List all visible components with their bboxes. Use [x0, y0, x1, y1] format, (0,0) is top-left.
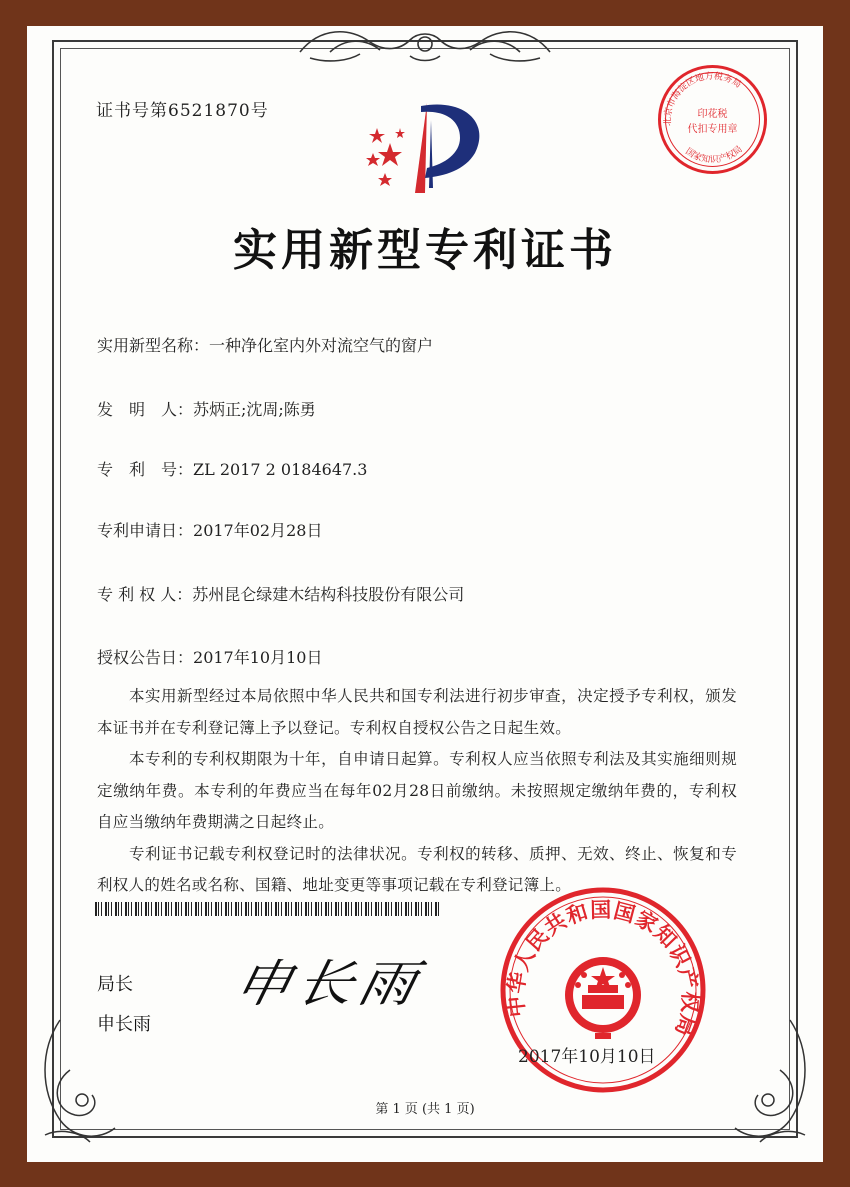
- barcode-bar: [411, 902, 412, 916]
- barcode-bar: [191, 902, 192, 916]
- field-application-date: [97, 518, 322, 541]
- director-name: 申长雨: [97, 1014, 151, 1035]
- barcode-bar: [308, 902, 309, 916]
- director-signature: [228, 945, 435, 1025]
- barcode-bar: [188, 902, 189, 916]
- certificate-title: 实用新型专利证书: [233, 225, 617, 276]
- barcode-bar: [358, 902, 359, 916]
- barcode-bar: [305, 902, 307, 916]
- barcode-bar: [198, 902, 199, 916]
- barcode-bar: [355, 902, 357, 916]
- barcode-bar: [161, 902, 162, 916]
- field-value: 苏州昆仑绿建木结构科技股份有限公司: [192, 585, 465, 604]
- barcode-bar: [415, 902, 417, 916]
- barcode-bar: [238, 902, 239, 916]
- barcode-bar: [255, 902, 257, 916]
- field-label: 授权公告日：: [97, 648, 194, 667]
- seal-date: 2017年10月10日: [518, 1047, 656, 1067]
- barcode-bar: [108, 902, 109, 916]
- barcode-bar: [221, 902, 222, 916]
- barcode-bar: [278, 902, 279, 916]
- barcode-bar: [338, 902, 339, 916]
- barcode-bar: [98, 902, 99, 916]
- barcode-bar: [251, 902, 252, 916]
- barcode-bar: [345, 902, 347, 916]
- barcode-bar: [328, 902, 329, 916]
- barcode-bar: [101, 902, 102, 916]
- barcode-bar: [291, 902, 292, 916]
- barcode-bar: [205, 902, 207, 916]
- barcode-bar: [331, 902, 332, 916]
- barcode-bar: [421, 902, 422, 916]
- tax-stamp-outer-text: 北京市海淀区地方税务局: [663, 71, 743, 127]
- barcode-bar: [158, 902, 159, 916]
- barcode-bar: [131, 902, 132, 916]
- field-label: 发 明 人：: [97, 400, 194, 419]
- field-label: 专 利 号：: [97, 460, 194, 479]
- field-value: 一种净化室内外对流空气的窗户: [209, 336, 434, 355]
- patent-office-logo-icon: [355, 98, 490, 198]
- field-value: 苏炳正;沈周;陈勇: [193, 400, 316, 419]
- barcode-bar: [218, 902, 219, 916]
- barcode-bar: [408, 902, 409, 916]
- barcode-bar: [311, 902, 312, 916]
- barcode-bar: [285, 902, 287, 916]
- top-ornament-icon: [290, 22, 560, 66]
- barcode-bar: [335, 902, 337, 916]
- barcode-bar: [395, 902, 397, 916]
- barcode-bar: [381, 902, 382, 916]
- barcode-bar: [185, 902, 187, 916]
- certificate-body: [97, 681, 737, 902]
- barcode-bar: [211, 902, 212, 916]
- barcode-bar: [111, 902, 112, 916]
- field-value: 2017年10月10日: [193, 648, 323, 667]
- field-patentee: [97, 582, 464, 605]
- barcode-bar: [318, 902, 319, 916]
- barcode-bar: [428, 902, 429, 916]
- corner-ornament-bottom-right-icon: [720, 1010, 820, 1150]
- barcode-bar: [235, 902, 237, 916]
- signature-text: 申长雨: [228, 955, 428, 1014]
- barcode-bar: [215, 902, 217, 916]
- certificate-number: 证书号第6521870号: [96, 101, 269, 121]
- field-label: 实用新型名称：: [97, 336, 210, 355]
- barcode-bar: [431, 902, 432, 916]
- barcode-bar: [181, 902, 182, 916]
- barcode-bar: [258, 902, 259, 916]
- body-paragraph: 本专利的专利权期限为十年，自申请日起算。专利权人应当依照专利法及其实施细则规定缴纳年费。本专利的年费应当在每年02月28日前缴纳。未按照规定缴纳年费的，专利权自应当缴纳年费期满之日起终止。: [97, 750, 737, 831]
- barcode-bar: [118, 902, 119, 916]
- barcode-bar: [405, 902, 407, 916]
- barcode-bar: [155, 902, 157, 916]
- body-paragraph: 专利证书记载专利权登记时的法律状况。专利权的转移、质押、无效、终止、恢复和专利权人的姓名或名称、国籍、地址变更等事项记载在专利登记簿上。: [97, 844, 737, 894]
- barcode-bar: [168, 902, 169, 916]
- field-label: 专 利 权 人：: [97, 585, 193, 604]
- barcode-bar: [175, 902, 177, 916]
- barcode-bar: [425, 902, 427, 916]
- barcode-bar: [275, 902, 277, 916]
- barcode-bar: [371, 902, 372, 916]
- seal-text: 中华人民共和国国家知识产权局: [503, 897, 703, 1041]
- barcode-bar: [341, 902, 342, 916]
- barcode-bar: [388, 902, 389, 916]
- field-value: ZL 2017 2 0184647.3: [193, 460, 368, 479]
- barcode-bar: [271, 902, 272, 916]
- field-value: 2017年02月28日: [193, 521, 323, 540]
- barcode-bar: [301, 902, 302, 916]
- barcode-bar: [325, 902, 327, 916]
- barcode-bar: [121, 902, 122, 916]
- body-paragraph: 本实用新型经过本局依照中华人民共和国专利法进行初步审查，决定授予专利权，颁发本证书并在专利登记簿上予以登记。专利权自授权公告之日起生效。: [97, 687, 737, 737]
- barcode-bar: [105, 902, 107, 916]
- barcode-bar: [391, 902, 392, 916]
- barcode-bar: [351, 902, 352, 916]
- barcode-bar: [171, 902, 172, 916]
- barcode-bar: [148, 902, 149, 916]
- barcode-bar: [245, 902, 247, 916]
- barcode-bar: [201, 902, 202, 916]
- barcode-bar: [321, 902, 322, 916]
- tax-stamp-bottom-text: 国家知识产权局: [683, 144, 745, 166]
- barcode-bar: [115, 902, 117, 916]
- barcode-bar: [195, 902, 197, 916]
- barcode-bar: [288, 902, 289, 916]
- barcode-bar: [385, 902, 387, 916]
- barcode-bar: [438, 902, 439, 916]
- tax-stamp-icon: [655, 62, 770, 177]
- barcode-bar: [145, 902, 147, 916]
- director-title: 局长: [97, 974, 133, 995]
- barcode-bar: [398, 902, 399, 916]
- barcode-bar: [95, 902, 97, 916]
- barcode-bar: [138, 902, 139, 916]
- barcode-bar: [165, 902, 167, 916]
- barcode-bar: [228, 902, 229, 916]
- barcode-bar: [281, 902, 282, 916]
- barcode-bar: [128, 902, 129, 916]
- barcode-bar: [208, 902, 209, 916]
- barcode-bar: [418, 902, 419, 916]
- field-grant-date: [97, 645, 322, 668]
- barcode-bar: [298, 902, 299, 916]
- tax-stamp-center-line2: 代扣专用章: [687, 124, 738, 135]
- barcode-bar: [361, 902, 362, 916]
- barcode-bar: [435, 902, 437, 916]
- barcode-bar: [315, 902, 317, 916]
- tax-stamp-center-line1: 印花税: [697, 109, 728, 120]
- barcode-bar: [248, 902, 249, 916]
- barcode-bar: [401, 902, 402, 916]
- page-footer: 第 1 页 (共 1 页): [375, 1102, 475, 1117]
- barcode-icon: [95, 902, 440, 916]
- barcode-bar: [241, 902, 242, 916]
- field-inventors: [97, 397, 316, 420]
- barcode-bar: [135, 902, 137, 916]
- barcode-bar: [268, 902, 269, 916]
- barcode-bar: [125, 902, 127, 916]
- barcode-bar: [231, 902, 232, 916]
- barcode-bar: [265, 902, 267, 916]
- barcode-bar: [151, 902, 152, 916]
- field-label: 专利申请日：: [97, 521, 194, 540]
- barcode-bar: [178, 902, 179, 916]
- field-patent-number: [97, 457, 367, 480]
- field-model-name: [97, 333, 433, 356]
- barcode-bar: [261, 902, 262, 916]
- barcode-bar: [225, 902, 227, 916]
- barcode-bar: [375, 902, 377, 916]
- barcode-bar: [141, 902, 142, 916]
- barcode-bar: [365, 902, 367, 916]
- barcode-bar: [378, 902, 379, 916]
- barcode-bar: [368, 902, 369, 916]
- barcode-bar: [295, 902, 297, 916]
- barcode-bar: [348, 902, 349, 916]
